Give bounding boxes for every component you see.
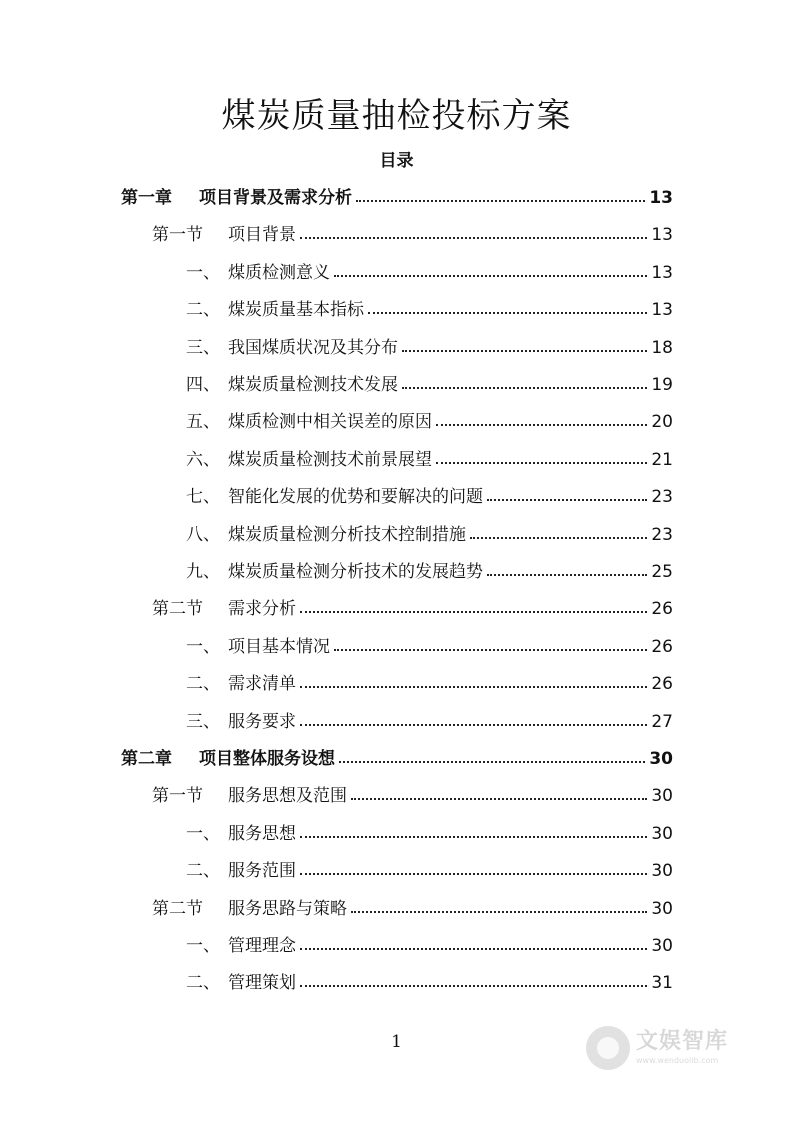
toc-entry-label [186, 258, 330, 283]
toc-leader-dots [300, 985, 647, 987]
toc-entry[interactable] [152, 221, 673, 245]
toc-entry-label [186, 370, 398, 395]
toc-entry-label [152, 220, 296, 245]
toc-entry[interactable] [186, 708, 673, 732]
toc-entry-number: 四、 [186, 375, 220, 395]
toc-entry-number: 第一节 [152, 786, 203, 807]
toc-entry-number: 二、 [186, 674, 220, 695]
toc-entry[interactable] [186, 259, 673, 283]
toc-entry-number: 一、 [186, 936, 220, 956]
toc-entry-label [186, 295, 364, 320]
toc-entry-page: 31 [651, 973, 673, 994]
toc-entry-text: 煤质检测意义 [228, 262, 330, 283]
watermark-url: www.wenduolib.com [636, 1056, 719, 1065]
toc-leader-dots [334, 649, 647, 651]
watermark-logo-icon [586, 1026, 630, 1070]
toc-entry[interactable] [186, 334, 673, 358]
toc-entry[interactable] [186, 446, 673, 470]
toc-leader-dots [356, 200, 645, 202]
toc-entry-label [186, 407, 432, 432]
toc-entry-text: 智能化发展的优势和要解决的问题 [228, 487, 483, 508]
toc-leader-dots [300, 873, 647, 875]
toc-leader-dots [300, 836, 647, 838]
toc-entry-label [186, 482, 483, 507]
watermark-name: 文娱智库 [636, 1029, 729, 1054]
toc-entry-page: 23 [651, 524, 673, 545]
toc-entry-label [186, 520, 466, 545]
toc-leader-dots [300, 611, 647, 613]
toc-entry-number: 一、 [186, 262, 220, 283]
toc-entry-number: 第一节 [152, 225, 203, 246]
watermark [586, 1020, 756, 1076]
toc-entry[interactable] [186, 558, 673, 582]
toc-entry-label [186, 445, 432, 470]
toc-entry-page: 30 [651, 898, 673, 919]
toc-leader-dots [487, 499, 647, 501]
toc-leader-dots [402, 350, 647, 352]
toc-entry[interactable] [152, 595, 673, 619]
toc-entry-label [121, 183, 352, 208]
toc-entry-text: 煤炭质量检测技术前景展望 [228, 449, 432, 470]
toc-entry-text: 服务要求 [228, 711, 296, 732]
toc-entry[interactable] [186, 408, 673, 432]
toc-entry-text: 项目基本情况 [228, 636, 330, 657]
toc-entry-text: 煤炭质量检测分析技术控制措施 [228, 524, 466, 545]
toc-entry[interactable] [121, 184, 673, 208]
toc-entry-page: 30 [651, 786, 673, 807]
toc-entry-page: 20 [651, 412, 673, 433]
toc-entry-text: 项目整体服务设想 [199, 749, 335, 769]
toc-leader-dots [334, 275, 647, 277]
toc-entry-number: 第二章 [121, 749, 172, 769]
toc-entry-label [121, 744, 335, 769]
toc-leader-dots [436, 462, 647, 464]
toc-entry-number: 七、 [186, 487, 220, 508]
toc-entry[interactable] [186, 670, 673, 694]
toc-entry-page: 13 [651, 300, 673, 321]
toc-leader-dots [300, 237, 647, 239]
toc-entry-page: 26 [651, 599, 673, 620]
toc-entry-page: 21 [651, 449, 673, 470]
toc-entry-number: 第一章 [121, 188, 172, 208]
toc-entry-page: 30 [651, 936, 673, 956]
toc-entry-number: 六、 [186, 449, 220, 470]
toc-entry-number: 三、 [186, 711, 220, 732]
toc-entry-label [186, 856, 296, 881]
toc-leader-dots [351, 911, 647, 913]
toc-entry-number: 八、 [186, 524, 220, 545]
toc-leader-dots [470, 537, 647, 539]
toc-entry-text: 需求清单 [228, 674, 296, 695]
toc-entry-number: 第二节 [152, 898, 203, 919]
toc-leader-dots [402, 387, 647, 389]
toc-entry-number: 五、 [186, 412, 220, 433]
toc-entry-label [186, 968, 296, 993]
toc-entry-number: 二、 [186, 973, 220, 994]
toc-entry-page: 13 [651, 225, 673, 246]
toc-entry[interactable] [186, 483, 673, 507]
toc-entry-page: 18 [651, 337, 673, 358]
toc-entry-number: 第二节 [152, 599, 203, 620]
toc-entry[interactable] [186, 296, 673, 320]
toc-entry-page: 26 [651, 636, 673, 657]
toc-entry-text: 煤质检测中相关误差的原因 [228, 412, 432, 433]
toc-entry[interactable] [186, 633, 673, 657]
toc-entry[interactable] [186, 820, 673, 844]
toc-entry-text: 煤炭质量基本指标 [228, 300, 364, 321]
toc-entry-text: 服务范围 [228, 861, 296, 882]
toc-entry-text: 我国煤质状况及其分布 [228, 337, 398, 358]
toc-entry-label [186, 333, 398, 358]
toc-entry-text: 煤炭质量检测技术发展 [228, 375, 398, 395]
toc-entry-text: 服务思想及范围 [228, 786, 347, 807]
toc-entry-number: 三、 [186, 337, 220, 358]
toc-entry-page: 27 [651, 711, 673, 732]
toc-leader-dots [300, 724, 647, 726]
toc-entry-page: 13 [651, 262, 673, 283]
toc-entry-page: 13 [649, 188, 673, 208]
toc-entry[interactable] [186, 857, 673, 881]
toc-entry-text: 服务思路与策略 [228, 898, 347, 919]
toc-leader-dots [436, 424, 647, 426]
toc-entry-page: 30 [649, 749, 673, 769]
toc-entry-page: 30 [651, 823, 673, 844]
toc-entry-label [152, 594, 296, 619]
toc-entry[interactable] [186, 932, 673, 956]
toc-entry-page: 30 [651, 861, 673, 882]
toc-entry-label [186, 632, 330, 657]
toc-entry-text: 项目背景 [228, 225, 296, 246]
toc-entry-number: 二、 [186, 300, 220, 321]
toc-entry-text: 服务思想 [228, 823, 296, 844]
toc-entry[interactable] [186, 371, 673, 395]
toc-entry-text: 管理理念 [228, 936, 296, 956]
toc-entry-label [186, 707, 296, 732]
toc-entry[interactable] [186, 521, 673, 545]
toc-entry-number: 九、 [186, 562, 220, 582]
toc-entry-page: 19 [651, 375, 673, 395]
toc-entry[interactable] [121, 745, 673, 769]
toc-leader-dots [368, 312, 647, 314]
toc-entry-label [186, 557, 483, 582]
toc-leader-dots [487, 574, 647, 576]
toc-entry-page: 23 [651, 487, 673, 508]
toc-entry-label [152, 781, 347, 806]
toc-leader-dots [339, 761, 645, 763]
toc-entry[interactable] [186, 969, 673, 993]
toc-entry-text: 煤炭质量检测分析技术的发展趋势 [228, 562, 483, 582]
toc-leader-dots [300, 948, 647, 950]
page-number: 1 [391, 1032, 402, 1052]
toc-entry-label [186, 931, 296, 956]
toc-entry-label [152, 894, 347, 919]
toc-entry-text: 需求分析 [228, 599, 296, 620]
toc-entry-text: 管理策划 [228, 973, 296, 994]
toc-entry[interactable] [152, 895, 673, 919]
toc-entry-label [186, 669, 296, 694]
toc-heading: 目录 [379, 151, 414, 171]
toc-entry[interactable] [152, 782, 673, 806]
toc-entry-number: 二、 [186, 861, 220, 882]
toc-entry-number: 一、 [186, 636, 220, 657]
toc-entry-text: 项目背景及需求分析 [199, 188, 352, 208]
document-title: 煤炭质量抽检投标方案 [221, 96, 572, 136]
toc-entry-page: 25 [651, 562, 673, 582]
toc-leader-dots [300, 686, 647, 688]
toc-entry-label [186, 819, 296, 844]
toc-entry-number: 一、 [186, 823, 220, 844]
toc-entry-page: 26 [651, 674, 673, 695]
toc-leader-dots [351, 798, 647, 800]
